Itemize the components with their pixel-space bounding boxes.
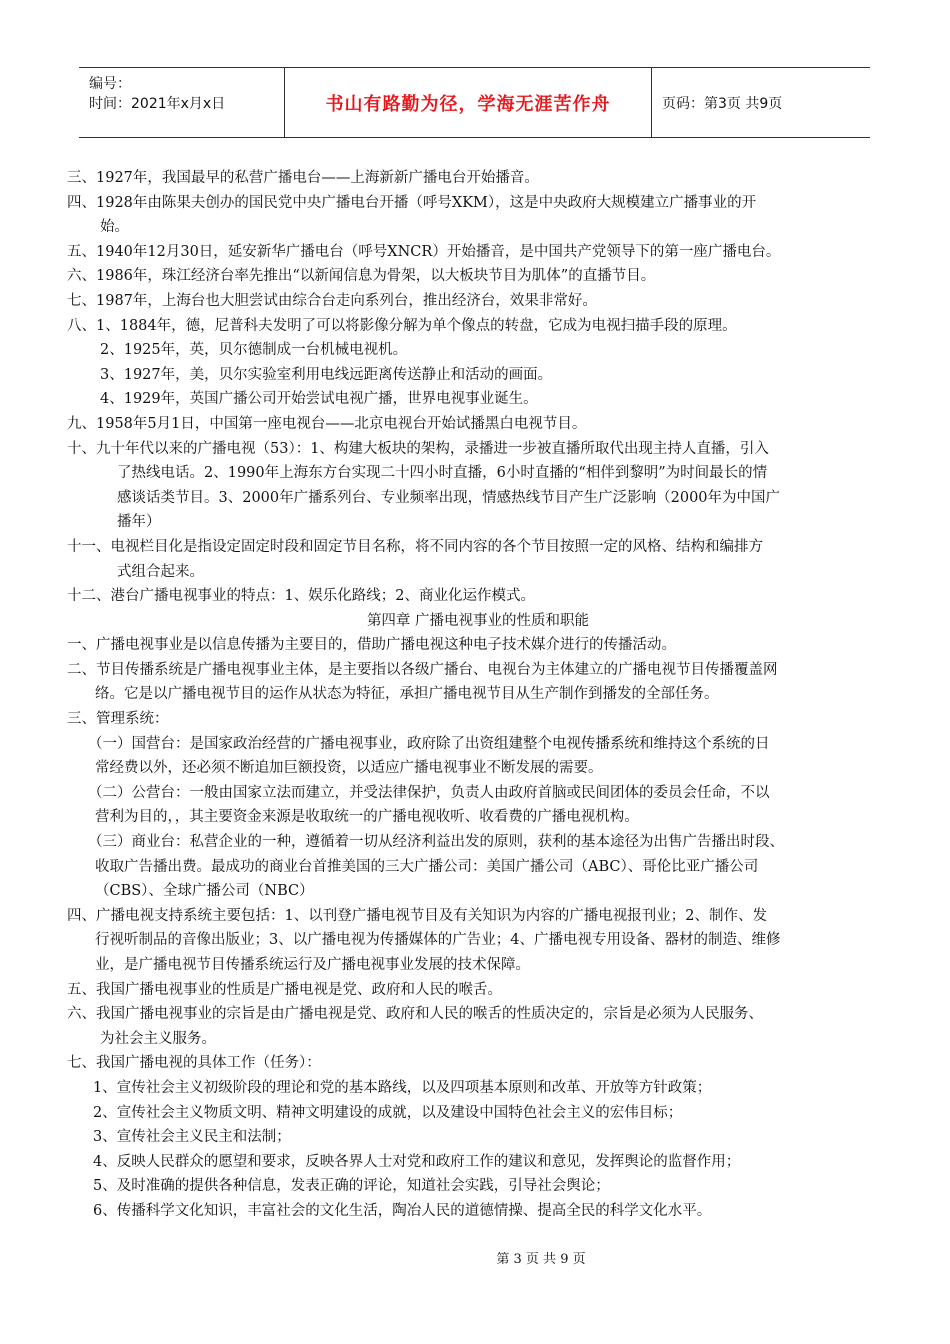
paragraph-line: 五、1940年12月30日，延安新华广播电台（呼号XNCR）开始播音，是中国共产党领导下的第一座广播电台。 xyxy=(67,243,781,260)
task-item: 1、宣传社会主义初级阶段的理论和党的基本路线，以及四项基本原则和改革、开放等方针政策； xyxy=(93,1079,712,1096)
paragraph-line: 感谈话类节目。3、2000年广播系列台、专业频率出现，情感热线节目产生广泛影响（2000年为中国广 xyxy=(117,489,781,506)
paragraph-line: （一）国营台：是国家政治经营的广播电视事业，政府除了出资组建整个电视传播系统和维持这个系统的日 xyxy=(88,735,770,752)
task-item: 3、宣传社会主义民主和法制； xyxy=(93,1129,291,1146)
paragraph-line: 十一、电视栏目化是指设定固定时段和固定节目名称，将不同内容的各个节目按照一定的风格、结构和编排方 xyxy=(67,538,763,555)
paragraph-line: 3、1927年，美，贝尔实验室利用电线远距离传送静止和活动的画面。 xyxy=(100,366,553,383)
paragraph-line: 为社会主义服务。 xyxy=(100,1030,216,1047)
paragraph-line: 行视听制品的音像出版业；3、以广播电视为传播媒体的广告业；4、广播电视专用设备、器材的制造、维修 xyxy=(95,932,781,949)
header-motto: 书山有路勤为径，学海无涯苦作舟 xyxy=(284,68,652,137)
paragraph-line: 2、1925年，英，贝尔德制成一台机械电视机。 xyxy=(100,342,408,359)
paragraph-line: 七、1987年，上海台也大胆尝试由综合台走向系列台，推出经济台，效果非常好。 xyxy=(67,292,597,309)
paragraph-line: 营利为目的，，其主要资金来源是收取统一的广播电视收听、收看费的广播电视机构。 xyxy=(95,809,639,826)
footer-page-number: 第 3 页 共 9 页 xyxy=(496,1252,586,1267)
paragraph-line: 络。它是以广播电视节目的运作从状态为特征，承担广播电视节目从生产制作到播发的全部任务。 xyxy=(95,686,719,703)
task-item: 4、反映人民群众的愿望和要求，反映各界人士对党和政府工作的建议和意见，发挥舆论的监督作用； xyxy=(93,1153,741,1170)
paragraph-line: 4、1929年，英国广播公司开始尝试电视广播，世界电视事业诞生。 xyxy=(100,391,538,408)
paragraph-line: 九、1958年5月1日，中国第一座电视台——北京电视台开始试播黑白电视节目。 xyxy=(67,415,587,432)
document-body xyxy=(67,166,889,1224)
paragraph-line: 六、我国广播电视事业的宗旨是由广播电视是党、政府和人民的喉舌的性质决定的，宗旨是必须为人民服务、 xyxy=(67,1006,763,1023)
task-item: 5、及时准确的提供各种信息，发表正确的评论，知道社会实践，引导社会舆论； xyxy=(93,1178,610,1195)
paragraph-line: 十二、港台广播电视事业的特点：1、娱乐化路线；2、商业化运作模式。 xyxy=(67,588,535,605)
paragraph-line: 二、节目传播系统是广播电视事业主体，是主要指以各级广播台、电视台为主体建立的广播电视节目传播覆盖网 xyxy=(67,661,778,678)
task-item: 2、宣传社会主义物质文明、精神文明建设的成就，以及建设中国特色社会主义的宏伟目标； xyxy=(93,1104,683,1121)
paragraph-line: 十、九十年代以来的广播电视（53）：1、构建大板块的架构，录播进一步被直播所取代出现主持人直播，引入 xyxy=(67,440,769,457)
page-header xyxy=(79,67,870,138)
paragraph-line: 四、1928年由陈果夫创办的国民党中央广播电台开播（呼号XKM），这是中央政府大规模建立广播事业的开 xyxy=(67,194,757,211)
paragraph-line: 七、我国广播电视的具体工作（任务）： xyxy=(67,1055,321,1072)
paragraph-line: （二）公营台：一般由国家立法而建立，并受法律保护，负责人由政府首脑或民间团体的委员会任命，不以 xyxy=(88,784,770,801)
header-meta-cell xyxy=(79,68,284,137)
page-footer xyxy=(0,1248,950,1267)
paragraph-line: 五、我国广播电视事业的性质是广播电视是党、政府和人民的喉舌。 xyxy=(67,981,502,998)
paragraph-line: 四、广播电视支持系统主要包括：1、以刊登广播电视节目及有关知识为内容的广播电视报刊业；2、制作、发 xyxy=(67,907,767,924)
paragraph-line: 一、广播电视事业是以信息传播为主要目的，借助广播电视这种电子技术媒介进行的传播活动。 xyxy=(67,637,676,654)
paragraph-line: 播年） xyxy=(117,514,161,531)
paragraph-line: （三）商业台：私营企业的一种，遵循着一切从经济利益出发的原则，获利的基本途径为出售广告播出时段、 xyxy=(88,834,784,851)
document-number: 编号： xyxy=(89,76,131,92)
paragraph-line: 式组合起来。 xyxy=(117,563,204,580)
paragraph-line: （CBS）、全球广播公司（NBC） xyxy=(95,883,314,900)
document-date: 时间：2021年x月x日 xyxy=(89,96,226,112)
paragraph-line: 三、1927年，我国最早的私营广播电台——上海新新广播电台开始播音。 xyxy=(67,170,539,186)
paragraph-line: 三、管理系统： xyxy=(67,711,169,728)
header-page-number: 页码：第3页 共9页 xyxy=(662,95,783,112)
chapter-title: 第四章 广播电视事业的性质和职能 xyxy=(366,612,590,629)
paragraph-line: 六、1986年，珠江经济台率先推出“以新闻信息为骨架，以大板块节目为肌体”的直播节目。 xyxy=(67,268,656,285)
paragraph-line: 业，是广播电视节目传播系统运行及广播电视事业发展的技术保障。 xyxy=(95,957,530,973)
paragraph-line: 始。 xyxy=(100,219,129,236)
paragraph-line: 常经费以外，还必须不断追加巨额投资，以适应广播电视事业不断发展的需要。 xyxy=(95,760,603,777)
paragraph-line: 了热线电话。2、1990年上海东方台实现二十四小时直播，6小时直播的“相伴到黎明”为时间最长的情 xyxy=(117,465,768,482)
paragraph-line: 收取广告播出费。最成功的商业台首推美国的三大广播公司：美国广播公司（ABC）、哥伦比亚广播公司 xyxy=(95,858,759,875)
paragraph-line: 八、1、1884年，德，尼普科夫发明了可以将影像分解为单个像点的转盘，它成为电视扫描手段的原理。 xyxy=(67,317,737,334)
task-item: 6、传播科学文化知识，丰富社会的文化生活，陶冶人民的道德情操、提高全民的科学文化水平。 xyxy=(93,1202,712,1219)
